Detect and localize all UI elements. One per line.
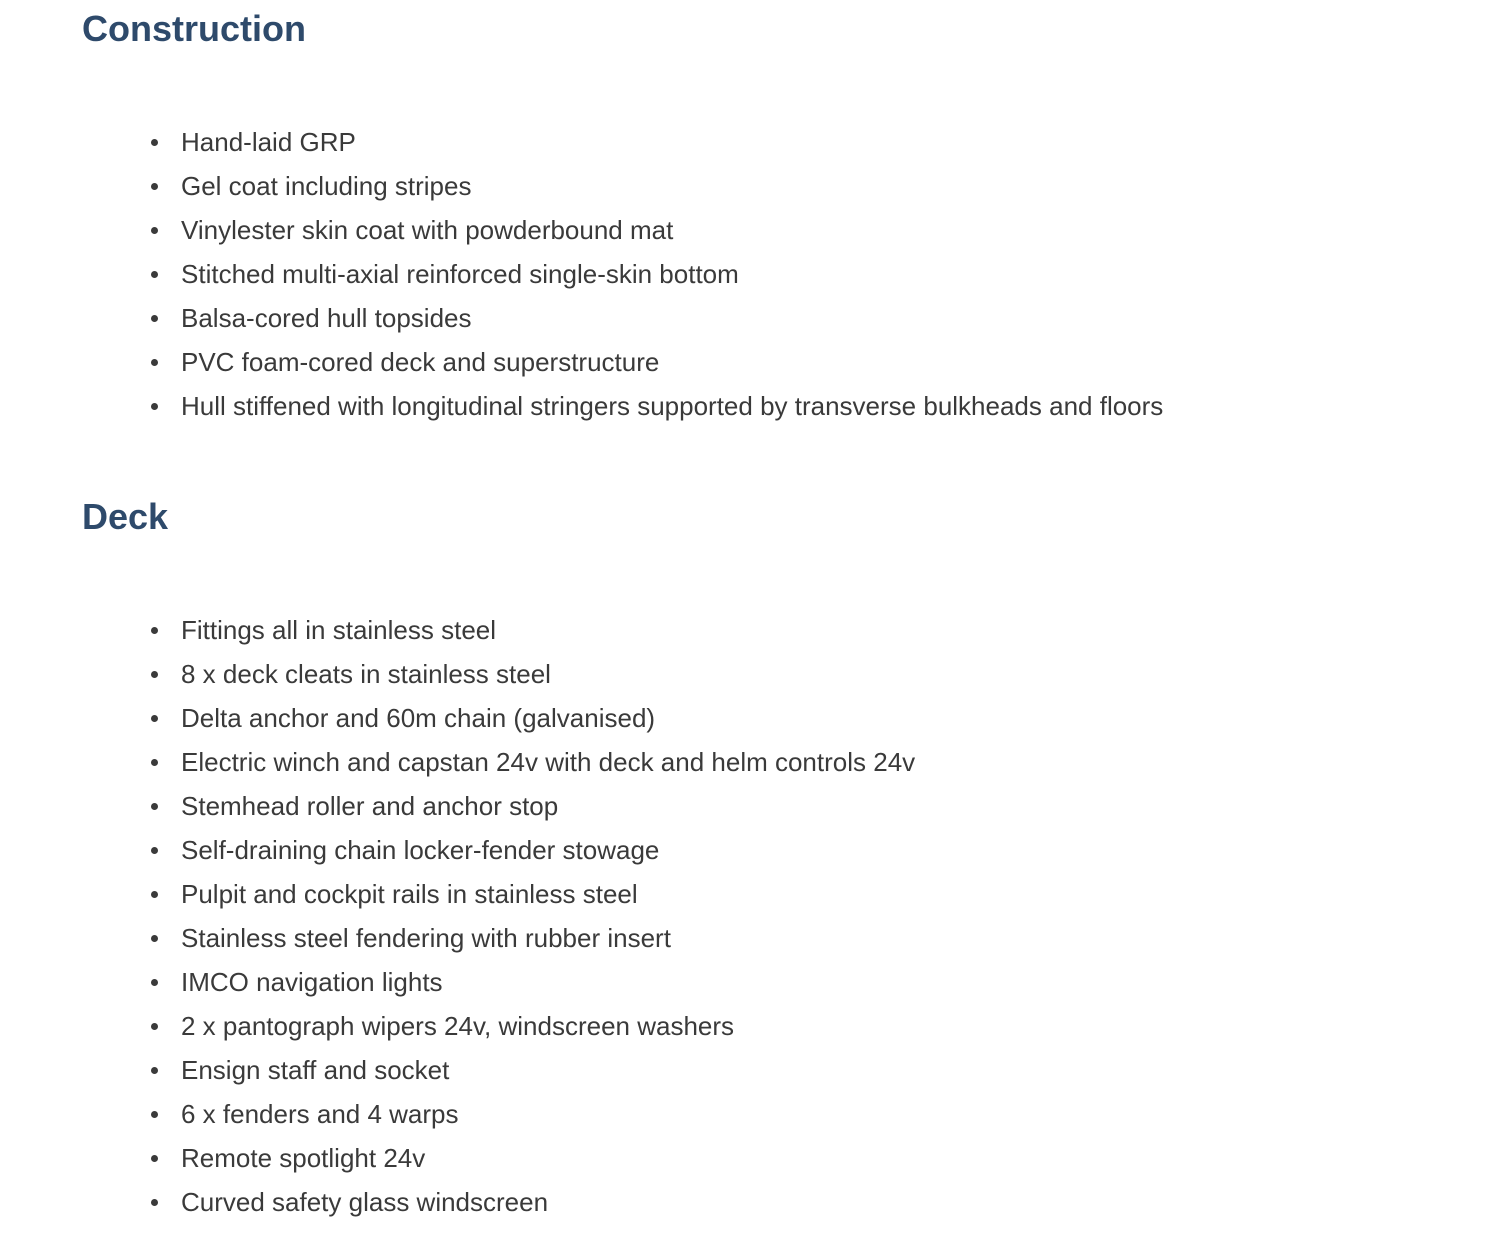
bullet-icon xyxy=(151,891,158,898)
list-item-text: Vinylester skin coat with powderbound mat xyxy=(181,215,674,245)
deck-section xyxy=(82,496,1462,1217)
list-item xyxy=(82,872,915,916)
list-item xyxy=(82,1004,915,1048)
bullet-icon xyxy=(151,1155,158,1162)
bullet-icon xyxy=(151,139,158,146)
list-item-text: 8 x deck cleats in stainless steel xyxy=(181,659,551,689)
list-item xyxy=(82,740,915,784)
bullet-icon xyxy=(151,847,158,854)
bullet-icon xyxy=(151,1023,158,1030)
list-item-text: Electric winch and capstan 24v with deck and helm controls 24v xyxy=(181,747,916,777)
list-item xyxy=(82,296,1163,340)
bullet-icon xyxy=(151,227,158,234)
list-item xyxy=(82,916,915,960)
bullet-icon xyxy=(151,715,158,722)
list-item xyxy=(82,252,1163,296)
list-item-text: Stitched multi-axial reinforced single-skin bottom xyxy=(181,259,739,289)
construction-heading: Construction xyxy=(82,8,306,49)
list-item-text: Pulpit and cockpit rails in stainless steel xyxy=(181,879,638,909)
list-item-text: Stainless steel fendering with rubber insert xyxy=(181,923,671,953)
list-item xyxy=(82,1092,915,1136)
bullet-icon xyxy=(151,979,158,986)
list-item-text: Delta anchor and 60m chain (galvanised) xyxy=(181,703,656,733)
bullet-icon xyxy=(151,315,158,322)
list-item xyxy=(82,1180,915,1224)
list-item-text: Curved safety glass windscreen xyxy=(181,1187,549,1217)
list-item-text: Hull stiffened with longitudinal stringers supported by transverse bulkheads and floors xyxy=(181,391,1164,421)
bullet-icon xyxy=(151,1067,158,1074)
list-item xyxy=(82,208,1163,252)
list-item-text: 2 x pantograph wipers 24v, windscreen washers xyxy=(181,1011,735,1041)
list-item-text: IMCO navigation lights xyxy=(181,967,443,997)
construction-section xyxy=(82,8,1462,421)
list-item-text: Remote spotlight 24v xyxy=(181,1143,426,1173)
list-item-text: Hand-laid GRP xyxy=(181,127,356,157)
list-item xyxy=(82,784,915,828)
construction-list xyxy=(82,120,1163,428)
list-item-text: Fittings all in stainless steel xyxy=(181,615,497,645)
list-item-text: Balsa-cored hull topsides xyxy=(181,303,472,333)
bullet-icon xyxy=(151,403,158,410)
list-item xyxy=(82,696,915,740)
list-item xyxy=(82,960,915,1004)
list-item-text: Ensign staff and socket xyxy=(181,1055,450,1085)
list-item-text: Stemhead roller and anchor stop xyxy=(181,791,559,821)
list-item-text: PVC foam-cored deck and superstructure xyxy=(181,347,660,377)
list-item xyxy=(82,608,915,652)
list-item-text: Gel coat including stripes xyxy=(181,171,472,201)
list-item xyxy=(82,1136,915,1180)
list-item xyxy=(82,652,915,696)
bullet-icon xyxy=(151,183,158,190)
bullet-icon xyxy=(151,935,158,942)
list-item-text: 6 x fenders and 4 warps xyxy=(181,1099,459,1129)
list-item xyxy=(82,828,915,872)
bullet-icon xyxy=(151,803,158,810)
bullet-icon xyxy=(151,359,158,366)
list-item xyxy=(82,164,1163,208)
list-item xyxy=(82,384,1163,428)
bullet-icon xyxy=(151,627,158,634)
bullet-icon xyxy=(151,759,158,766)
list-item-text: Self-draining chain locker-fender stowage xyxy=(181,835,660,865)
list-item xyxy=(82,340,1163,384)
list-item xyxy=(82,120,1163,164)
bullet-icon xyxy=(151,1199,158,1206)
deck-list xyxy=(82,608,915,1224)
bullet-icon xyxy=(151,271,158,278)
list-item xyxy=(82,1048,915,1092)
bullet-icon xyxy=(151,671,158,678)
deck-heading: Deck xyxy=(82,496,169,537)
bullet-icon xyxy=(151,1111,158,1118)
